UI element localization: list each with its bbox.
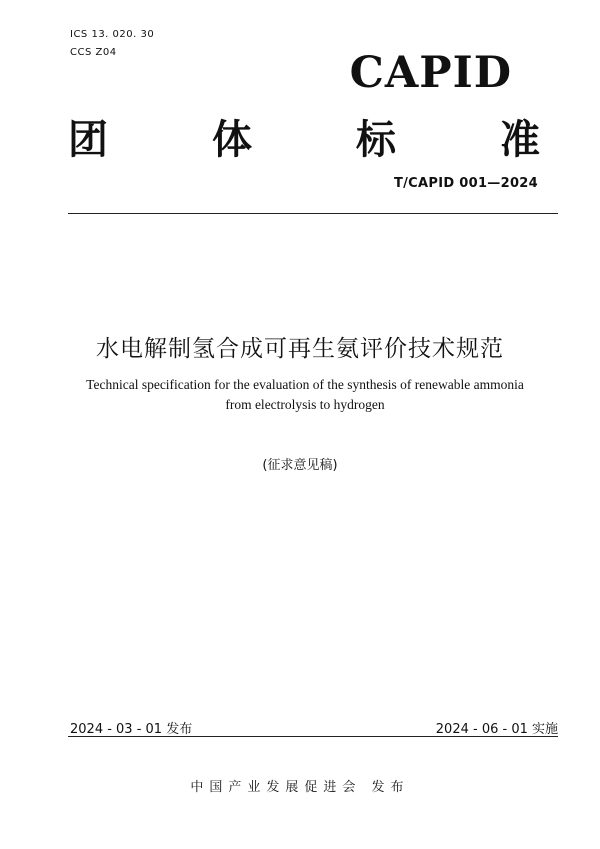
standard-type-char: 标 bbox=[356, 117, 396, 163]
publisher: 中国产业发展促进会 发布 bbox=[190, 780, 410, 795]
english-title-line: from electrolysis to hydrogen bbox=[225, 397, 385, 412]
bottom-divider bbox=[68, 736, 558, 737]
standard-type-char: 体 bbox=[212, 117, 252, 163]
brand-logo-text: CAPID bbox=[349, 48, 512, 98]
ccs-code: CCS Z04 bbox=[70, 47, 117, 58]
issue-date: 2024 - 03 - 01 发布 bbox=[70, 722, 193, 737]
draft-status: (征求意见稿) bbox=[262, 458, 338, 473]
english-title-line: Technical specification for the evaluation of the synthesis of renewable ammonia bbox=[86, 377, 524, 392]
english-title bbox=[70, 375, 540, 415]
ics-code: ICS 13. 020. 30 bbox=[70, 29, 155, 40]
standard-number: T/CAPID 001—2024 bbox=[393, 176, 538, 191]
top-divider bbox=[68, 213, 558, 214]
standard-type-char: 准 bbox=[500, 117, 540, 163]
standard-type-heading bbox=[68, 117, 540, 163]
chinese-title: 水电解制氢合成可再生氨评价技术规范 bbox=[96, 336, 504, 362]
standard-type-char: 团 bbox=[68, 117, 108, 163]
implementation-date: 2024 - 06 - 01 实施 bbox=[435, 722, 558, 737]
